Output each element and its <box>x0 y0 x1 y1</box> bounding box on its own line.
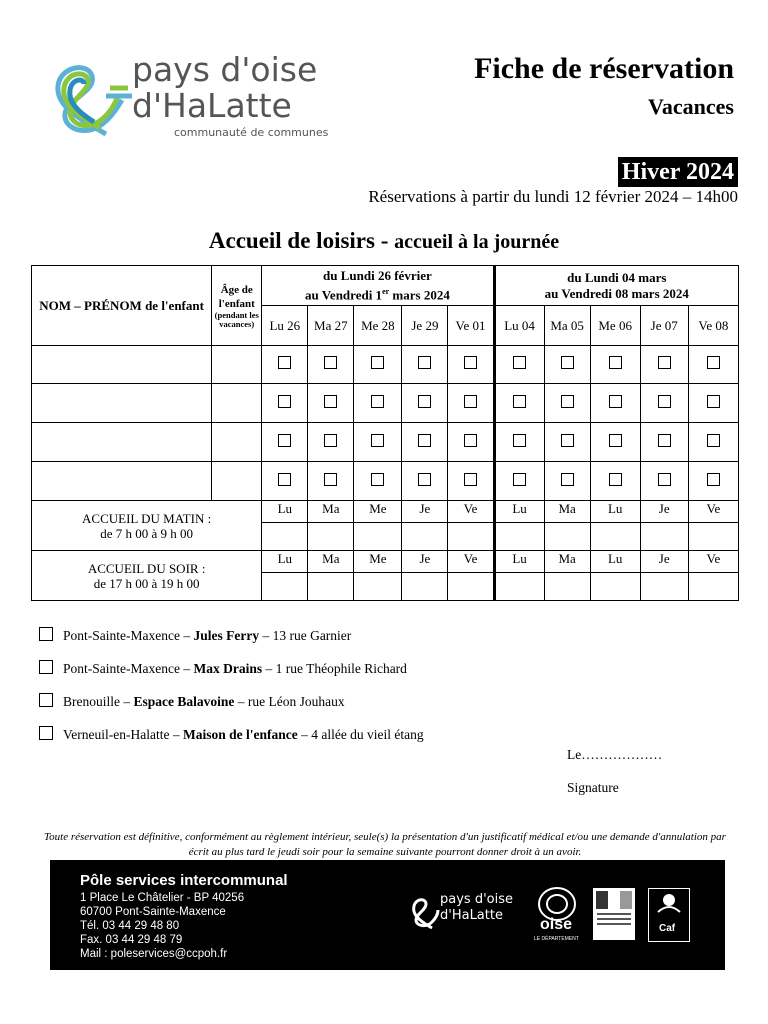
ccpoh-logo <box>48 48 358 143</box>
day-header: Je 07 <box>640 306 688 346</box>
morning-day-label: Je <box>402 501 448 523</box>
day-checkbox-cell <box>308 346 354 384</box>
week2-line1: du Lundi 04 mars <box>567 269 667 285</box>
morning-day-label: Me <box>354 501 402 523</box>
logo-line1: pays d'oise <box>132 50 318 89</box>
child-name-cell[interactable] <box>32 346 212 384</box>
day-checkbox[interactable] <box>513 395 526 408</box>
day-checkbox[interactable] <box>513 473 526 486</box>
week1-header <box>262 266 494 306</box>
day-checkbox[interactable] <box>707 395 720 408</box>
morning-check-cell[interactable] <box>354 523 402 551</box>
signature-label: Signature <box>567 780 619 795</box>
footer <box>50 860 725 970</box>
location-checkbox[interactable] <box>39 726 53 740</box>
morning-day-label: Lu <box>590 501 640 523</box>
day-checkbox-cell <box>640 423 688 462</box>
footer-logo-line1: pays d'oise <box>440 892 513 907</box>
evening-label <box>32 551 262 601</box>
morning-day-label: Ve <box>448 501 494 523</box>
day-checkbox[interactable] <box>464 473 477 486</box>
evening-day-label: Je <box>640 551 688 573</box>
footer-ampersand-icon <box>410 894 440 930</box>
day-checkbox[interactable] <box>324 473 337 486</box>
section-title-main: Accueil de loisirs <box>208 228 375 253</box>
location-checkbox[interactable] <box>39 660 53 674</box>
day-checkbox[interactable] <box>658 473 671 486</box>
day-header: Ve 01 <box>448 306 494 346</box>
age-header-note: (pendant les vacances) <box>214 309 259 329</box>
footer-mail-line: Mail : poleservices@ccpoh.fr <box>80 948 228 960</box>
day-checkbox-cell <box>640 384 688 423</box>
date-field: Le……………… <box>567 747 663 762</box>
day-header: Ve 08 <box>688 306 738 346</box>
child-row <box>32 384 739 423</box>
day-checkbox-cell <box>544 384 590 423</box>
evening-check-cell[interactable] <box>640 573 688 601</box>
day-checkbox[interactable] <box>658 395 671 408</box>
day-checkbox-cell <box>354 346 402 384</box>
evening-hours: de 17 h 00 à 19 h 00 <box>93 575 200 591</box>
location-checkbox[interactable] <box>39 693 53 707</box>
morning-check-cell[interactable] <box>544 523 590 551</box>
page-subtitle: Vacances <box>648 94 734 119</box>
footer-ccpoh-logo <box>410 892 525 932</box>
morning-check-cell[interactable] <box>494 523 544 551</box>
location-option: Brenouille – Espace Balavoine – rue Léon Jouhaux <box>39 693 345 710</box>
day-checkbox[interactable] <box>278 356 291 369</box>
footer-title: Pôle services intercommunal <box>80 872 288 889</box>
day-checkbox-cell <box>402 384 448 423</box>
day-checkbox-cell <box>448 346 494 384</box>
child-age-cell[interactable] <box>212 462 262 501</box>
evening-check-cell[interactable] <box>688 573 738 601</box>
day-checkbox[interactable] <box>464 434 477 447</box>
day-checkbox-cell <box>354 462 402 501</box>
evening-check-cell[interactable] <box>448 573 494 601</box>
section-title-sub: accueil à la journée <box>394 231 560 253</box>
cancellation-note: Toute réservation est définitive, conformément au règlement intérieur, seule(s) la présentation d'un justificatif médical et/ou une demande d'annulation par écrit au plus tard le jeudi soir pour la semaine suivante pourront donner droit à un avoir. <box>44 831 726 858</box>
morning-day-label: Je <box>640 501 688 523</box>
location-town: Verneuil-en-Halatte <box>63 727 170 742</box>
caf-logo <box>648 888 690 942</box>
day-checkbox[interactable] <box>707 356 720 369</box>
day-checkbox[interactable] <box>658 434 671 447</box>
oise-label: oise <box>540 916 573 933</box>
child-name-cell[interactable] <box>32 423 212 462</box>
evening-day-label: Je <box>402 551 448 573</box>
morning-label <box>32 501 262 551</box>
day-checkbox-cell <box>590 462 640 501</box>
evening-day-label: Ma <box>308 551 354 573</box>
age-header-label: Âge de l'enfant <box>218 283 255 310</box>
morning-days-row <box>32 501 739 523</box>
day-header: Me 06 <box>590 306 640 346</box>
age-header <box>212 266 262 346</box>
day-checkbox[interactable] <box>418 434 431 447</box>
ministry-logo <box>593 888 635 940</box>
oise-sub-label: LE DÉPARTEMENT <box>534 936 579 942</box>
page-title: Fiche de réservation <box>474 52 734 85</box>
day-checkbox-cell <box>590 423 640 462</box>
day-checkbox-cell <box>262 462 308 501</box>
location-town: Pont-Sainte-Maxence <box>63 628 180 643</box>
morning-day-label: Lu <box>494 501 544 523</box>
evening-check-cell[interactable] <box>308 573 354 601</box>
day-checkbox[interactable] <box>418 395 431 408</box>
morning-check-cell[interactable] <box>308 523 354 551</box>
day-checkbox-cell <box>354 384 402 423</box>
day-header: Je 29 <box>402 306 448 346</box>
day-checkbox-cell <box>688 462 738 501</box>
day-checkbox[interactable] <box>464 356 477 369</box>
day-checkbox[interactable] <box>278 395 291 408</box>
child-age-cell[interactable] <box>212 384 262 423</box>
reservation-date: Réservations à partir du lundi 12 février 2024 – 14h00 <box>368 187 738 206</box>
week1-line1: du Lundi 26 février <box>323 267 432 283</box>
day-checkbox[interactable] <box>707 434 720 447</box>
footer-fax-line: Fax. 03 44 29 48 79 <box>80 934 183 946</box>
evening-day-label: Ma <box>544 551 590 573</box>
morning-day-label: Lu <box>262 501 308 523</box>
reservation-table <box>31 265 739 601</box>
location-checkbox[interactable] <box>39 627 53 641</box>
morning-check-cell[interactable] <box>590 523 640 551</box>
location-address: 4 allée du vieil étang <box>311 727 424 742</box>
day-checkbox-cell <box>308 423 354 462</box>
child-name-cell[interactable] <box>32 462 212 501</box>
day-checkbox[interactable] <box>658 356 671 369</box>
day-checkbox-cell <box>308 384 354 423</box>
day-header: Lu 26 <box>262 306 308 346</box>
week2-header <box>494 266 738 306</box>
day-checkbox[interactable] <box>561 434 574 447</box>
ampersand-logo-icon <box>48 48 136 140</box>
location-name: Max Drains <box>193 661 263 676</box>
day-checkbox[interactable] <box>609 434 622 447</box>
location-name: Jules Ferry <box>193 628 260 643</box>
child-row <box>32 346 739 384</box>
section-title-dash: - <box>374 228 395 253</box>
evening-day-label: Ve <box>688 551 738 573</box>
day-checkbox[interactable] <box>609 473 622 486</box>
child-rows <box>32 346 739 501</box>
location-option: Pont-Sainte-Maxence – Jules Ferry – 13 rue Garnier <box>39 627 351 644</box>
evening-day-label: Lu <box>494 551 544 573</box>
location-town: Brenouille <box>63 694 120 709</box>
logo-line3: communauté de communes <box>174 126 329 139</box>
morning-hours: de 7 h 00 à 9 h 00 <box>100 525 194 541</box>
day-header: Me 28 <box>354 306 402 346</box>
morning-check-cell[interactable] <box>262 523 308 551</box>
section-title <box>0 228 768 254</box>
day-checkbox[interactable] <box>513 356 526 369</box>
name-header: NOM – PRÉNOM de l'enfant <box>32 266 212 346</box>
footer-logo-line2: d'HaLatte <box>440 908 503 923</box>
caf-emblem-icon <box>654 892 684 914</box>
day-checkbox-cell <box>688 346 738 384</box>
day-checkbox-cell <box>308 462 354 501</box>
day-checkbox-cell <box>640 346 688 384</box>
day-checkbox-cell <box>494 384 544 423</box>
day-checkbox-cell <box>448 462 494 501</box>
day-header: Ma 05 <box>544 306 590 346</box>
logo-line2: d'HaLatte <box>132 86 292 125</box>
day-checkbox[interactable] <box>278 434 291 447</box>
child-row <box>32 462 739 501</box>
location-address: 1 rue Théophile Richard <box>275 661 407 676</box>
evening-check-cell[interactable] <box>494 573 544 601</box>
morning-check-cell[interactable] <box>640 523 688 551</box>
day-checkbox-cell <box>402 462 448 501</box>
day-checkbox-cell <box>590 384 640 423</box>
day-checkbox-cell <box>448 384 494 423</box>
child-name-cell[interactable] <box>32 384 212 423</box>
oise-department-logo <box>534 886 580 944</box>
location-address: rue Léon Jouhaux <box>247 694 345 709</box>
evening-check-cell[interactable] <box>354 573 402 601</box>
day-checkbox-cell <box>688 384 738 423</box>
morning-day-label: Ma <box>544 501 590 523</box>
evening-day-label: Ve <box>448 551 494 573</box>
day-checkbox[interactable] <box>707 473 720 486</box>
location-address: 13 rue Garnier <box>272 628 352 643</box>
day-checkbox-cell <box>688 423 738 462</box>
day-checkbox[interactable] <box>324 395 337 408</box>
footer-city-line: 60700 Pont-Sainte-Maxence <box>80 906 226 918</box>
day-checkbox[interactable] <box>561 356 574 369</box>
season-badge: Hiver 2024 <box>618 157 738 187</box>
day-checkbox-cell <box>494 423 544 462</box>
day-checkbox-cell <box>494 346 544 384</box>
morning-check-cell[interactable] <box>448 523 494 551</box>
day-checkbox-cell <box>402 346 448 384</box>
evening-check-cell[interactable] <box>262 573 308 601</box>
day-checkbox-cell <box>354 423 402 462</box>
morning-label-text: ACCUEIL DU MATIN : <box>82 510 212 526</box>
day-checkbox[interactable] <box>609 395 622 408</box>
day-checkbox-cell <box>402 423 448 462</box>
child-age-cell[interactable] <box>212 423 262 462</box>
day-checkbox[interactable] <box>371 473 384 486</box>
day-checkbox[interactable] <box>464 395 477 408</box>
day-checkbox-cell <box>262 423 308 462</box>
day-checkbox-cell <box>640 462 688 501</box>
day-checkbox[interactable] <box>371 395 384 408</box>
day-checkbox[interactable] <box>561 473 574 486</box>
morning-check-cell[interactable] <box>688 523 738 551</box>
day-checkbox[interactable] <box>278 473 291 486</box>
location-name: Espace Balavoine <box>133 694 235 709</box>
evening-check-cell[interactable] <box>544 573 590 601</box>
day-checkbox-cell <box>262 346 308 384</box>
day-checkbox[interactable] <box>371 434 384 447</box>
day-checkbox[interactable] <box>561 395 574 408</box>
evening-day-label: Lu <box>262 551 308 573</box>
day-header: Ma 27 <box>308 306 354 346</box>
morning-day-label: Ve <box>688 501 738 523</box>
day-checkbox-cell <box>544 462 590 501</box>
location-name: Maison de l'enfance <box>182 727 298 742</box>
day-checkbox[interactable] <box>418 356 431 369</box>
day-checkbox-cell <box>262 384 308 423</box>
day-checkbox[interactable] <box>418 473 431 486</box>
day-checkbox-cell <box>544 346 590 384</box>
child-row <box>32 423 739 462</box>
day-checkbox-cell <box>448 423 494 462</box>
day-header: Lu 04 <box>494 306 544 346</box>
location-option: Pont-Sainte-Maxence – Max Drains – 1 rue Théophile Richard <box>39 660 407 677</box>
morning-day-label: Ma <box>308 501 354 523</box>
day-checkbox-cell <box>590 346 640 384</box>
evening-check-cell[interactable] <box>590 573 640 601</box>
footer-address-line: 1 Place Le Châtelier - BP 40256 <box>80 892 245 904</box>
day-checkbox[interactable] <box>513 434 526 447</box>
morning-check-cell[interactable] <box>402 523 448 551</box>
day-checkbox[interactable] <box>609 356 622 369</box>
week1-line2: au Vendredi 1er mars 2024 <box>304 286 450 303</box>
evening-check-cell[interactable] <box>402 573 448 601</box>
caf-label: Caf <box>659 923 676 934</box>
day-checkbox[interactable] <box>324 356 337 369</box>
evening-label-text: ACCUEIL DU SOIR : <box>87 560 206 576</box>
day-checkbox-cell <box>494 462 544 501</box>
evening-day-label: Lu <box>590 551 640 573</box>
location-option: Verneuil-en-Halatte – Maison de l'enfance – 4 allée du vieil étang <box>39 726 424 743</box>
day-checkbox-cell <box>544 423 590 462</box>
day-checkbox[interactable] <box>324 434 337 447</box>
footer-phone-line: Tél. 03 44 29 48 80 <box>80 920 180 932</box>
week2-line2: au Vendredi 08 mars 2024 <box>544 285 689 301</box>
location-town: Pont-Sainte-Maxence <box>63 661 180 676</box>
evening-day-label: Me <box>354 551 402 573</box>
day-checkbox[interactable] <box>371 356 384 369</box>
child-age-cell[interactable] <box>212 346 262 384</box>
evening-days-row <box>32 551 739 573</box>
